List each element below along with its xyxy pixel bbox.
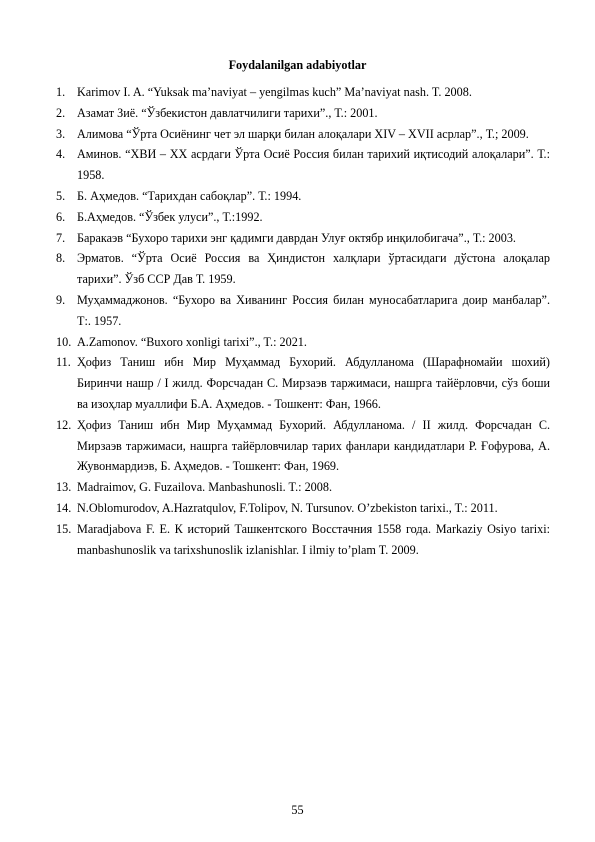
reference-number: 12. bbox=[56, 417, 72, 432]
reference-text: Алимова “Ўрта Осиёнинг чет эл шарқи билан алоқалари XIV – XVII асрлар”., Т.; 2009. bbox=[77, 126, 529, 141]
reference-item bbox=[56, 290, 550, 332]
reference-text: N.Oblomurodov, A.Hazratqulov, F.Tolipov, N. Tursunov. O’zbekiston tarixi., T.: 2011. bbox=[77, 500, 498, 515]
reference-item bbox=[56, 186, 550, 207]
reference-item bbox=[56, 352, 550, 414]
reference-item bbox=[56, 228, 550, 249]
reference-text: A.Zamonov. “Buxoro xonligi tarixi”., T.: 2021. bbox=[77, 334, 307, 349]
page-title: Foydalanilgan adabiyotlar bbox=[228, 58, 367, 72]
reference-number: 14. bbox=[56, 500, 72, 515]
reference-number: 4. bbox=[56, 147, 66, 162]
reference-text: Ҳофиз Таниш ибн Мир Муҳаммад Бухорий. Абдулланома (Шарафномайи шохий) Биринчи нашр / I жилд. Форсчадан С. Мирзаэв таржимаси, нашрга тайёрловчи, сўз боши ва изоҳлар муаллифи Б.А. Аҳмедов. - Тошкент: Фан, 1966. bbox=[77, 355, 550, 411]
reference-number: 6. bbox=[56, 209, 66, 224]
reference-text: Maradjabova F. E. К историй Ташкентского Восстачния 1558 года. Markaziy Osiyo tarixi: manbashunoslik va tarixshunoslik izlanishlar. I ilmiy to’plam T. 2009. bbox=[77, 521, 550, 557]
reference-number: 2. bbox=[56, 105, 66, 120]
reference-item bbox=[56, 332, 550, 353]
reference-text: Madraimov, G. Fuzailova. Manbashunosli. T.: 2008. bbox=[77, 480, 333, 495]
reference-text: Б. Аҳмедов. “Тарихдан сабоқлар”. Т.: 1994. bbox=[77, 188, 302, 203]
reference-text: Баракаэв “Бухоро тарихи энг қадимги даврдан Улуғ октябр инқилобигача”., Т.: 2003. bbox=[77, 230, 516, 245]
reference-text: Муҳаммаджонов. “Бухоро ва Хиванинг Россия билан муносабатларига доир манбалар”. Т:. 1957. bbox=[77, 292, 550, 328]
reference-list bbox=[56, 82, 550, 560]
page-number: 55 bbox=[291, 803, 304, 817]
reference-text: Ҳофиз Таниш ибн Мир Муҳаммад Бухорий. Абдулланома. / II жилд. Форсчадан С. Мирзаэв таржимаси, нашрга тайёрловчилар тарих фанлари кандидатлари Р. Ғофурова, А. Жувонмардиэв, Б. Аҳмедов. - Тошкент: Фан, 1969. bbox=[77, 417, 550, 474]
reference-text: Эрматов. “Ўрта Осиё Россия ва Ҳиндистон халқлари ўртасидаги дўстона алоқалар тарихи”. Ўзб ССР Дав Т. 1959. bbox=[77, 251, 550, 287]
reference-number: 10. bbox=[56, 334, 72, 349]
reference-number: 9. bbox=[56, 292, 66, 307]
reference-item bbox=[56, 103, 550, 124]
reference-number: 5. bbox=[56, 188, 66, 203]
reference-number: 8. bbox=[56, 251, 66, 266]
reference-number: 1. bbox=[56, 85, 66, 99]
reference-item bbox=[56, 207, 550, 228]
reference-number: 11. bbox=[56, 355, 71, 370]
reference-number: 15. bbox=[56, 521, 72, 536]
reference-text: Аминов. “ХВИ – ХХ асрдаги Ўрта Осиё Россия билан тарихий иқтисодий алоқалари”. Т.: 1958. bbox=[77, 147, 550, 183]
reference-item bbox=[56, 498, 550, 519]
reference-item bbox=[56, 477, 550, 498]
reference-number: 3. bbox=[56, 126, 66, 141]
reference-item bbox=[56, 519, 550, 561]
reference-item bbox=[56, 144, 550, 186]
reference-item bbox=[56, 82, 550, 103]
reference-number: 7. bbox=[56, 230, 66, 245]
reference-text: Б.Аҳмедов. “Ўзбек улуси”., Т.:1992. bbox=[77, 209, 263, 224]
reference-text: Азамат Зиё. “Ўзбекистон давлатчилиги тарихи”., Т.: 2001. bbox=[77, 105, 378, 120]
reference-text: Karimov I. A. “Yuksak ma’naviyat – yengilmas kuch” Ma’naviyat nash. T. 2008. bbox=[77, 85, 472, 99]
reference-item bbox=[56, 415, 550, 477]
reference-number: 13. bbox=[56, 480, 72, 495]
reference-item bbox=[56, 248, 550, 290]
reference-item bbox=[56, 124, 550, 145]
